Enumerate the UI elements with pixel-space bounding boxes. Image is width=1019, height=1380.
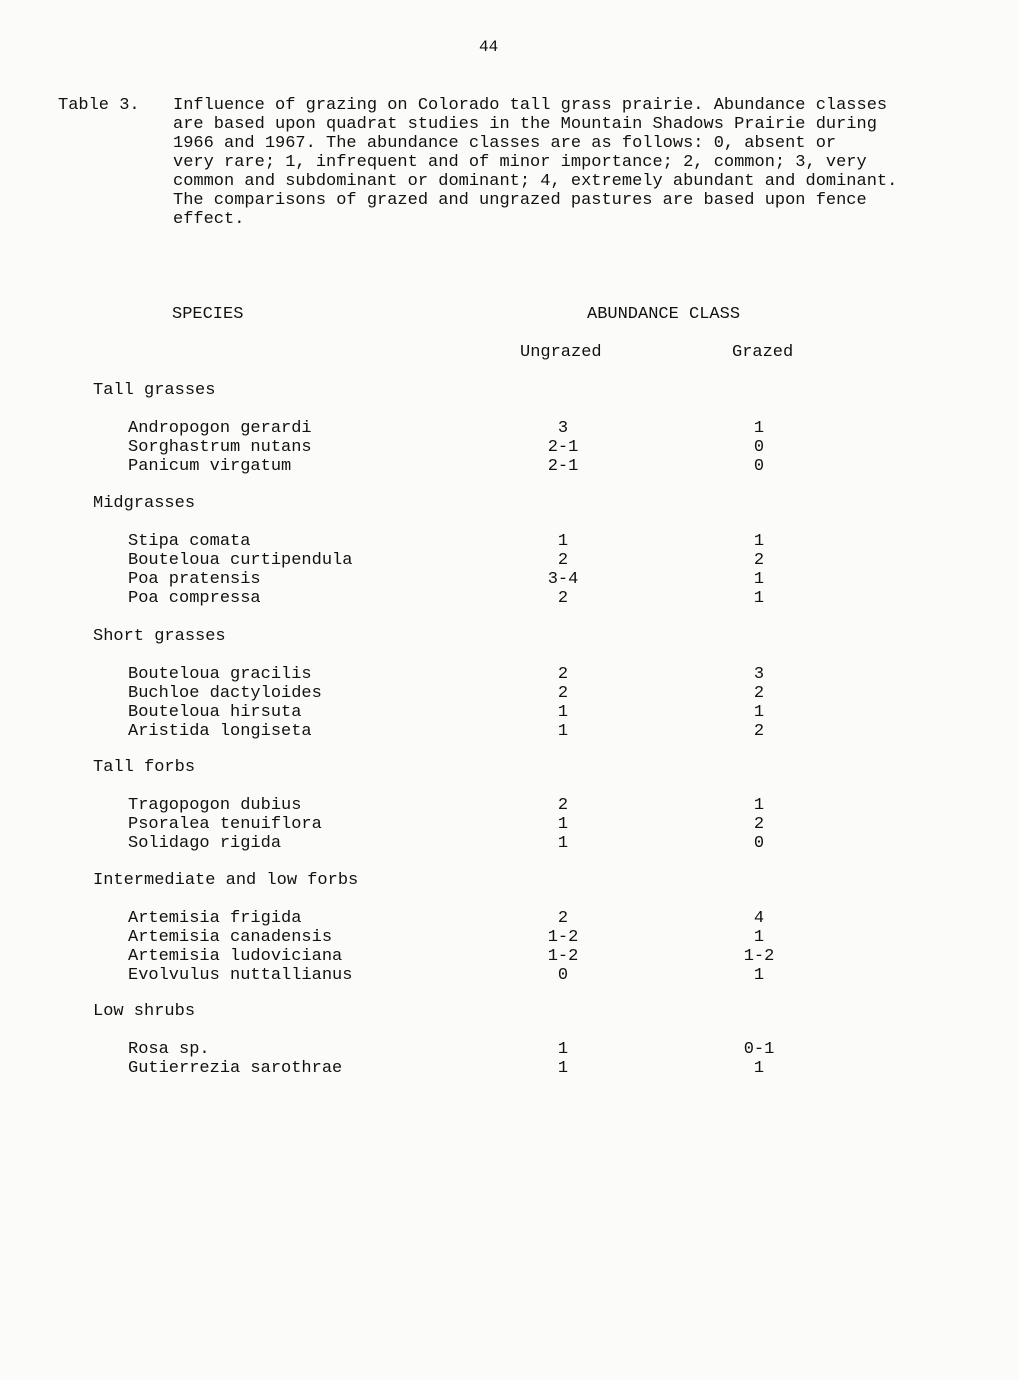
ungrazed-value: 2: [557, 909, 569, 928]
grazed-value: 0: [753, 438, 765, 457]
grazed-value: 0-1: [743, 1040, 775, 1059]
species-name: Poa pratensis: [128, 570, 261, 589]
ungrazed-value: 1-2: [547, 947, 579, 966]
ungrazed-value: 1: [557, 1059, 569, 1078]
table-row: [93, 1040, 813, 1059]
species-name: Panicum virgatum: [128, 457, 292, 476]
ungrazed-value: 3-4: [547, 570, 579, 589]
caption-text: Influence of grazing on Colorado tall grass prairie. Abundance classes are based upon quadrat studies in the Mountain Shadows Prairie during 1966 and 1967. The abundance classes are as follows: 0, absent or very rare; 1, infrequent and of minor importance; 2, common; 3, very common and subdominant or dominant; 4, extremely abundant and dominant. The comparisons of grazed and ungrazed pastures are based upon fence effect.: [173, 96, 898, 229]
species-name: Gutierrezia sarothrae: [128, 1059, 343, 1078]
species-group: [93, 627, 813, 741]
abundance-class-header: ABUNDANCE CLASS: [587, 305, 741, 324]
species-name: Buchloe dactyloides: [128, 684, 322, 703]
species-name: Bouteloua curtipendula: [128, 551, 353, 570]
table-row: [93, 570, 813, 589]
table-row: [93, 457, 813, 476]
ungrazed-value: 1: [557, 532, 569, 551]
grazed-value: 1-2: [743, 947, 775, 966]
group-label: Tall grasses: [93, 381, 216, 400]
ungrazed-value: 1: [557, 1040, 569, 1059]
species-name: Bouteloua hirsuta: [128, 703, 302, 722]
table-row: [93, 909, 813, 928]
table-row: [93, 419, 813, 438]
table-row: [93, 947, 813, 966]
ungrazed-value: 2: [557, 796, 569, 815]
species-name: Aristida longiseta: [128, 722, 312, 741]
species-name: Andropogon gerardi: [128, 419, 312, 438]
species-group: [93, 1002, 813, 1078]
group-label: Midgrasses: [93, 494, 196, 513]
species-name: Sorghastrum nutans: [128, 438, 312, 457]
table-row: [93, 551, 813, 570]
species-name: Rosa sp.: [128, 1040, 210, 1059]
table-row: [93, 532, 813, 551]
grazed-column-header: Grazed: [732, 343, 794, 362]
grazed-value: 1: [753, 589, 765, 608]
ungrazed-value: 0: [557, 966, 569, 985]
ungrazed-column-header: Ungrazed: [520, 343, 602, 362]
species-group: [93, 381, 813, 476]
grazed-value: 1: [753, 1059, 765, 1078]
table-row: [93, 966, 813, 985]
grazed-value: 2: [753, 722, 765, 741]
ungrazed-value: 1: [557, 722, 569, 741]
species-name: Artemisia ludoviciana: [128, 947, 343, 966]
grazed-value: 3: [753, 665, 765, 684]
species-name: Artemisia frigida: [128, 909, 302, 928]
grazed-value: 1: [753, 703, 765, 722]
grazed-value: 1: [753, 419, 765, 438]
ungrazed-value: 1: [557, 834, 569, 853]
species-name: Psoralea tenuiflora: [128, 815, 322, 834]
species-name: Poa compressa: [128, 589, 261, 608]
ungrazed-value: 2: [557, 665, 569, 684]
grazed-value: 1: [753, 966, 765, 985]
ungrazed-value: 1: [557, 815, 569, 834]
page-number: 44: [479, 38, 499, 56]
table-row: [93, 928, 813, 947]
ungrazed-value: 2: [557, 589, 569, 608]
ungrazed-value: 2: [557, 684, 569, 703]
species-group: [93, 494, 813, 608]
table-label: Table 3.: [58, 96, 140, 115]
ungrazed-value: 2-1: [547, 457, 579, 476]
group-label: Short grasses: [93, 627, 226, 646]
grazed-value: 1: [753, 928, 765, 947]
table-row: [93, 665, 813, 684]
table-row: [93, 438, 813, 457]
ungrazed-value: 2: [557, 551, 569, 570]
species-group: [93, 871, 813, 985]
species-name: Tragopogon dubius: [128, 796, 302, 815]
table-row: [93, 684, 813, 703]
group-label: Low shrubs: [93, 1002, 196, 1021]
table-row: [93, 815, 813, 834]
species-name: Solidago rigida: [128, 834, 282, 853]
table-row: [93, 722, 813, 741]
group-label: Tall forbs: [93, 758, 196, 777]
grazed-value: 4: [753, 909, 765, 928]
species-name: Bouteloua gracilis: [128, 665, 312, 684]
species-column-header: SPECIES: [172, 305, 244, 324]
species-group: [93, 758, 813, 853]
grazed-value: 1: [753, 532, 765, 551]
species-name: Artemisia canadensis: [128, 928, 333, 947]
grazed-value: 1: [753, 796, 765, 815]
table-row: [93, 589, 813, 608]
grazed-value: 2: [753, 684, 765, 703]
ungrazed-value: 2-1: [547, 438, 579, 457]
grazed-value: 0: [753, 834, 765, 853]
table-row: [93, 796, 813, 815]
grazed-value: 1: [753, 570, 765, 589]
species-name: Stipa comata: [128, 532, 251, 551]
table-row: [93, 1059, 813, 1078]
group-label: Intermediate and low forbs: [93, 871, 359, 890]
grazed-value: 0: [753, 457, 765, 476]
ungrazed-value: 1: [557, 703, 569, 722]
ungrazed-value: 1-2: [547, 928, 579, 947]
grazed-value: 2: [753, 551, 765, 570]
grazed-value: 2: [753, 815, 765, 834]
ungrazed-value: 3: [557, 419, 569, 438]
species-name: Evolvulus nuttallianus: [128, 966, 353, 985]
table-row: [93, 703, 813, 722]
table-row: [93, 834, 813, 853]
